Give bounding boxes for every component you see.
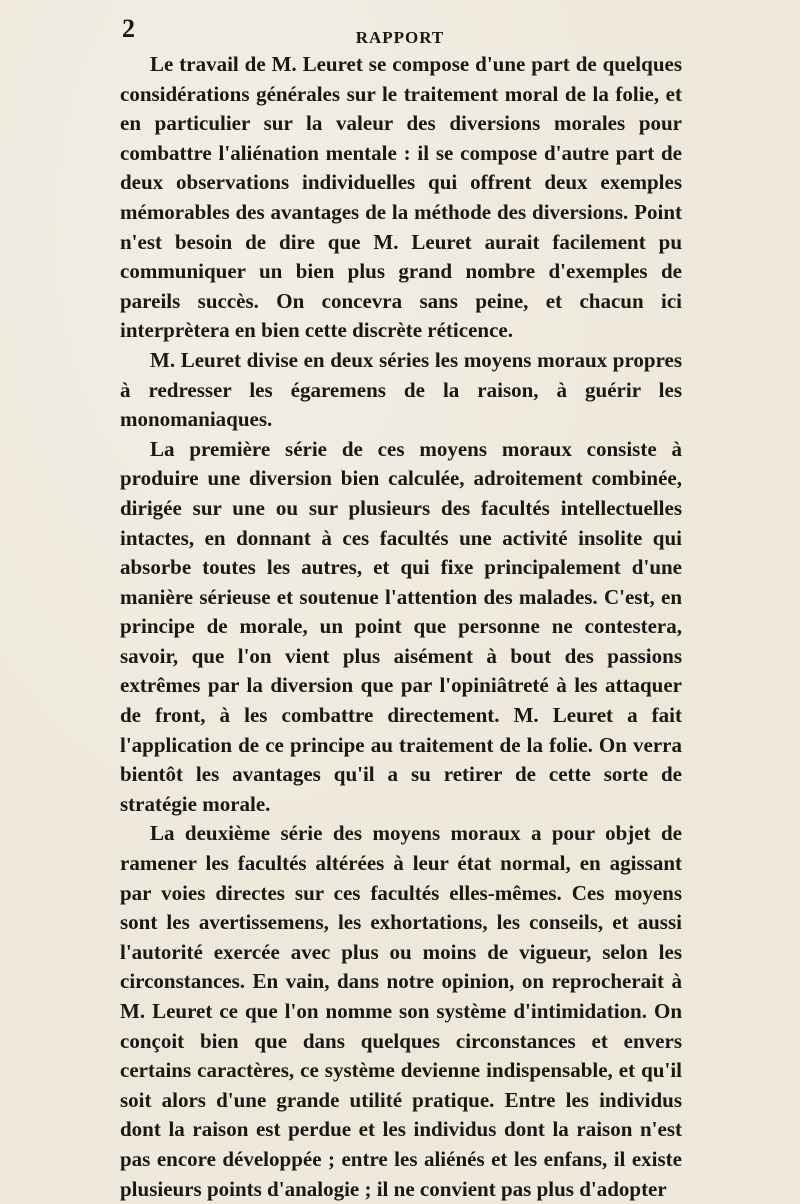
paragraph-4: La deuxième série des moyens moraux a pour objet de ramener les facultés altérées à leur état normal, en agissant par voies directes sur ces facultés elles-mêmes. Ces moyens sont les avertissemens, les exhortations, les conseils, et aussi l'autorité exercée avec plus ou moins de vigueur, selon les circonstances. En vain, dans notre opinion, on reprocherait à M. Leuret ce que l'on nomme son système d'intimidation. On conçoit bien que dans quelques circonstances et envers certains caractères, ce système devienne indispensable, et qu'il soit alors d'une grande utilité pratique. Entre les individus dont la raison est perdue et les individus dont la raison n'est pas encore développée ; entre les aliénés et les enfans, il existe plusieurs points d'analogie ; il ne convient pas plus d'adopter xyxy=(120,821,682,1201)
paragraph-3: La première série de ces moyens moraux consiste à produire une diversion bien calculée, adroitement combinée, dirigée sur une ou sur plusieurs des facultés intellectuelles intactes, en donnant à ces facultés une activité insolite qui absorbe toutes les autres, et qui fixe principalement d'une manière sérieuse et soutenue l'attention des malades. C'est, en principe de morale, un point que personne ne contestera, savoir, que l'on vient plus aisément à bout des passions extrêmes par la diversion que par l'opiniâtreté à les attaquer de front, à les combattre directement. M. Leuret a fait l'application de ce principe au traitement de la folie. On verra bientôt les avantages qu'il a su retirer de cette sorte de stratégie morale. xyxy=(120,436,682,816)
running-head: RAPPORT xyxy=(355,28,445,47)
body-text xyxy=(120,50,682,1204)
paragraph-1: Le travail de M. Leuret se compose d'une part de quelques considérations générales sur le traitement moral de la folie, et en particulier sur la valeur des diversions morales pour combattre l'aliénation mentale : il se compose d'autre part de deux observations individuelles qui offrent deux exemples mémorables des avantages de la méthode des diversions. Point n'est besoin de dire que M. Leuret aurait facilement pu communiquer un bien plus grand nombre d'exemples de pareils succès. On concevra sans peine, et chacun ici interprètera en bien cette discrète réticence. xyxy=(120,52,682,343)
paragraph-2: M. Leuret divise en deux séries les moyens moraux propres à redresser les égaremens de la raison, à guérir les monomaniaques. xyxy=(120,347,682,432)
page-number: 2 xyxy=(122,14,135,43)
